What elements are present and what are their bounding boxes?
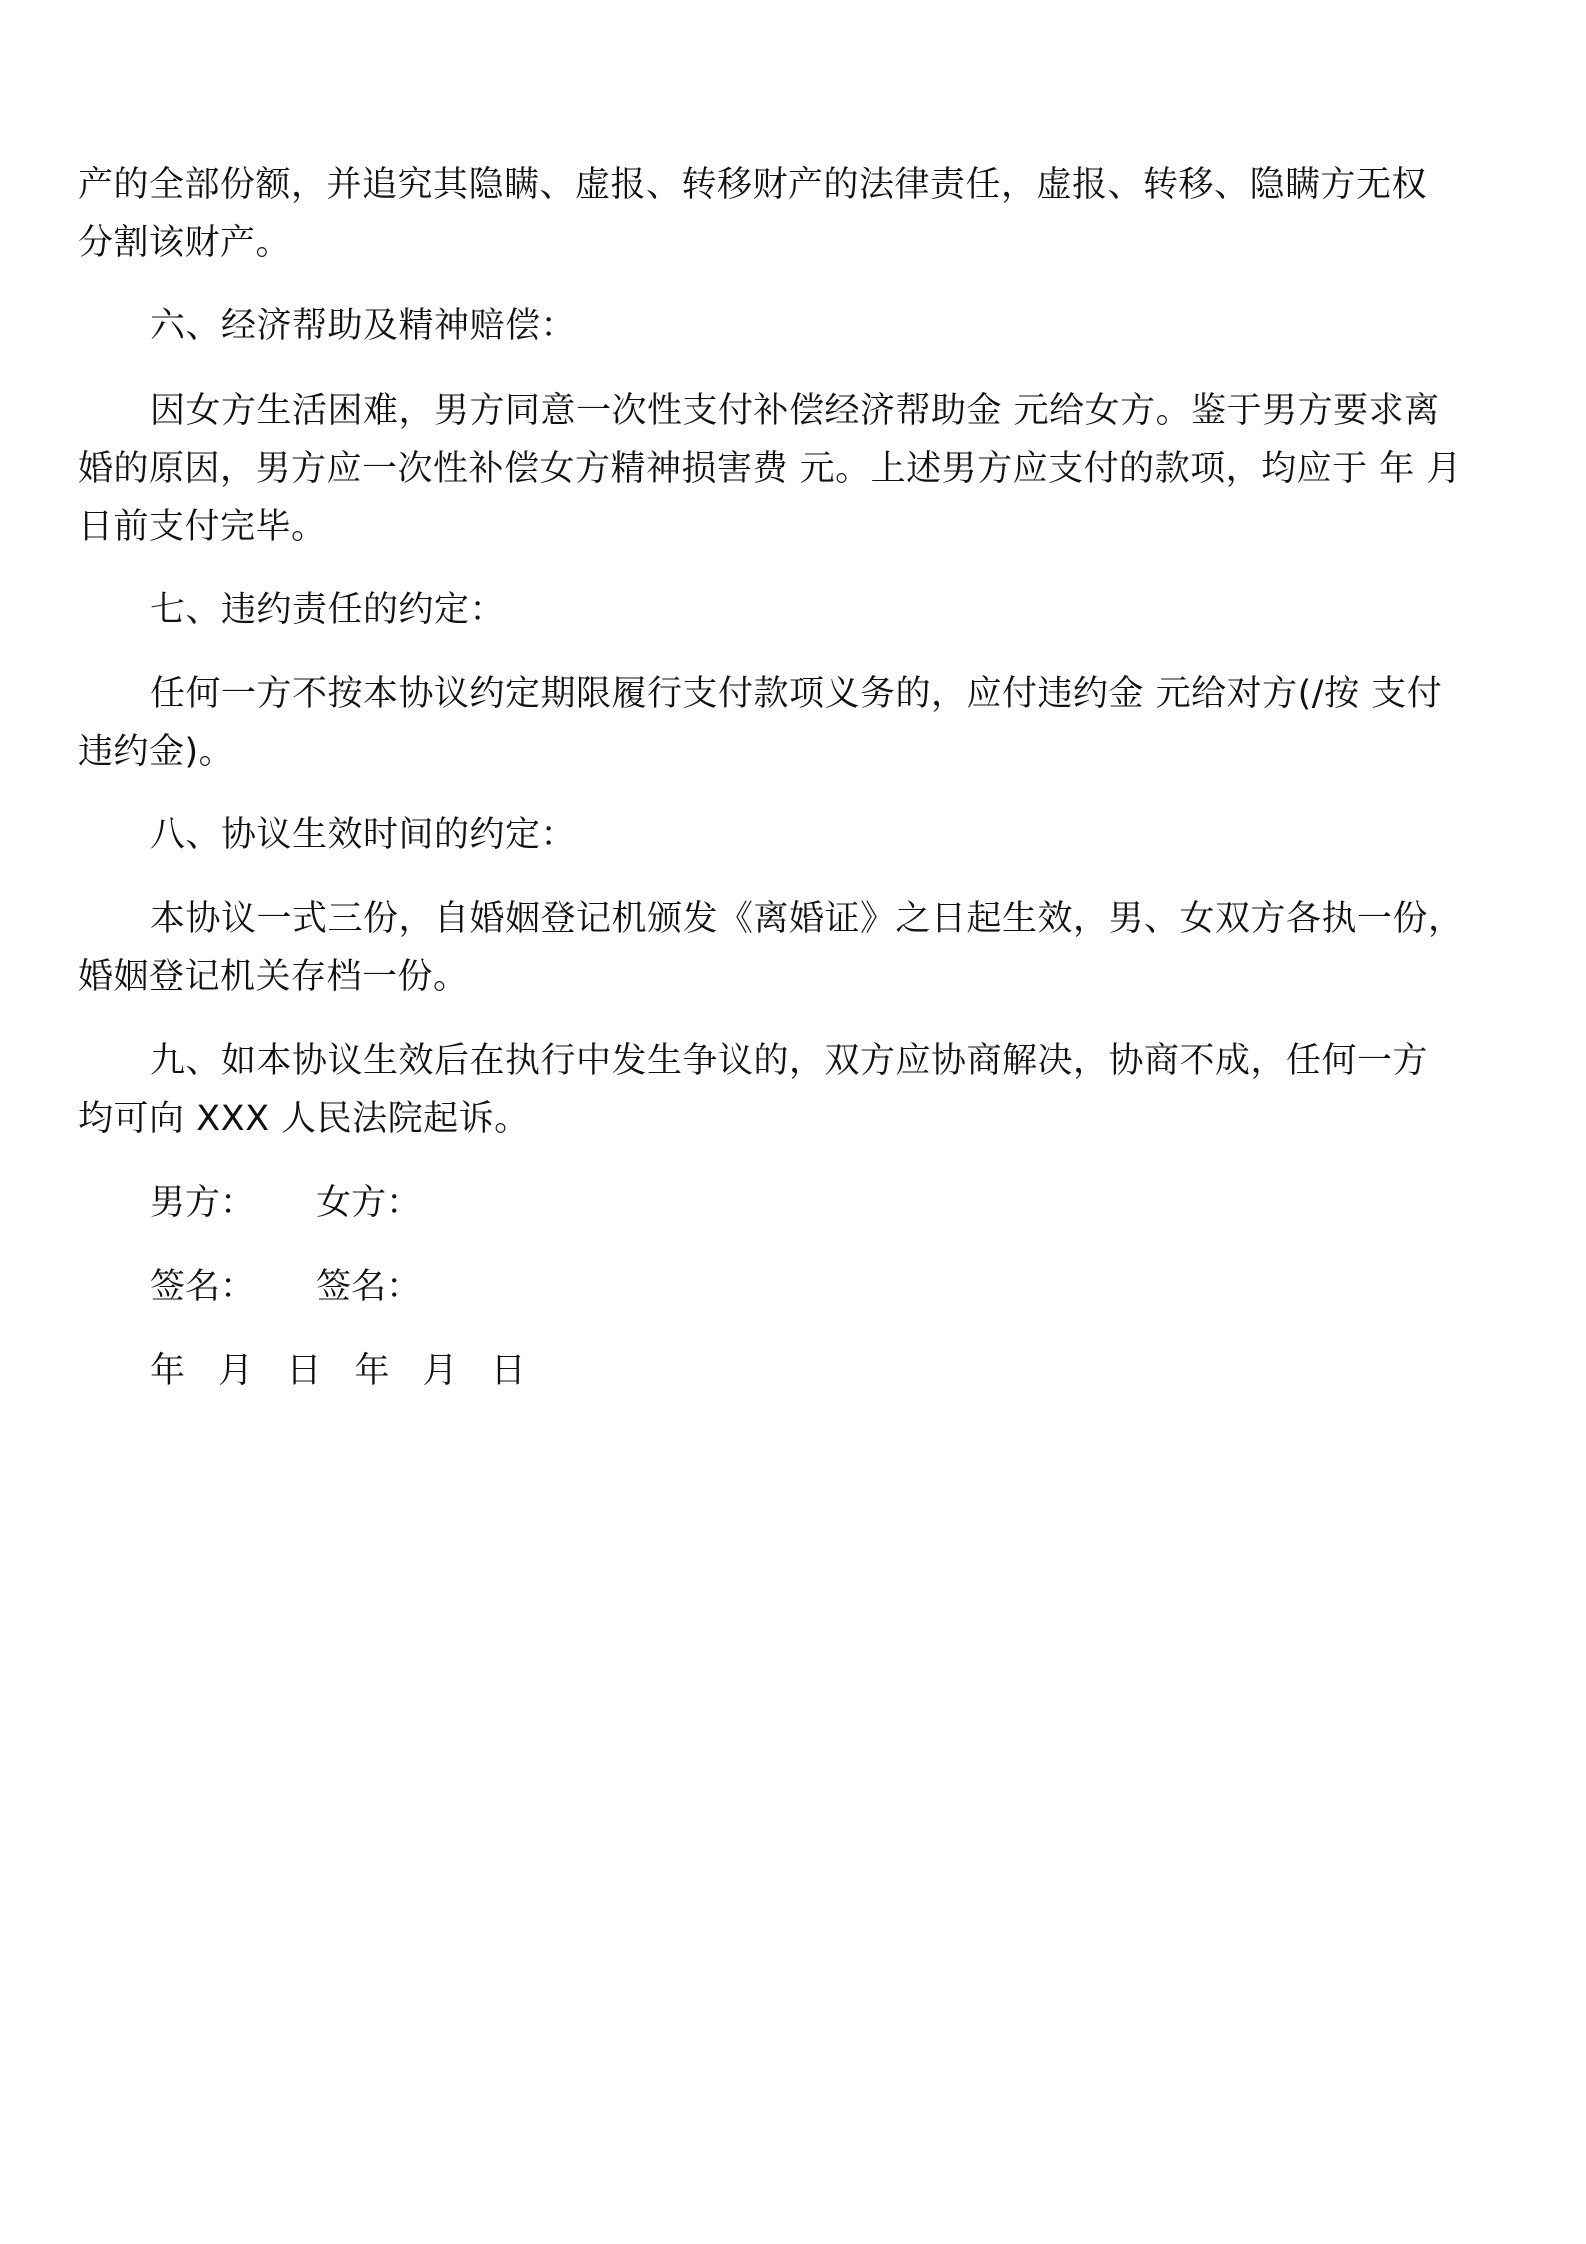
male-date-day: 日 xyxy=(286,1351,322,1391)
paragraph-line: 均可向 XXX 人民法院起诉。 xyxy=(78,1099,530,1139)
paragraph-line: 九、如本协议生效后在执行中发生争议的，双方应协商解决，协商不成，任何一方 xyxy=(150,1041,1429,1081)
paragraph-line: 任何一方不按本协议约定期限履行支付款项义务的，应付违约金 元给对方(/按 支付 xyxy=(150,674,1443,714)
paragraph-line: 婚姻登记机关存档一份。 xyxy=(78,957,469,997)
paragraph-line: 违约金)。 xyxy=(78,732,235,772)
paragraph-line: 因女方生活困难，男方同意一次性支付补偿经济帮助金 元给女方。鉴于男方要求离 xyxy=(150,391,1440,431)
paragraph-line: 婚的原因，男方应一次性补偿女方精神损害费 元。上述男方应支付的款项，均应于 年 月 xyxy=(78,449,1462,489)
party-labels-row xyxy=(150,1180,421,1226)
female-date-day: 日 xyxy=(490,1351,526,1391)
paragraph-line: 日前支付完毕。 xyxy=(78,507,327,547)
section-heading: 七、违约责任的约定： xyxy=(150,590,506,630)
female-date-year: 年 xyxy=(354,1351,390,1391)
section-heading: 六、经济帮助及精神赔偿： xyxy=(150,306,577,346)
signature-labels-row xyxy=(150,1264,421,1310)
date-row xyxy=(150,1348,548,1394)
section-heading: 八、协议生效时间的约定： xyxy=(150,815,577,855)
female-party-label: 女方： xyxy=(316,1183,422,1223)
male-party-label: 男方： xyxy=(150,1183,256,1223)
paragraph-line: 产的全部份额，并追究其隐瞒、虚报、转移财产的法律责任，虚报、转移、隐瞒方无权 xyxy=(78,165,1428,205)
male-date-month: 月 xyxy=(218,1351,254,1391)
paragraph-line: 分割该财产。 xyxy=(78,223,292,263)
paragraph-line: 本协议一式三份，自婚姻登记机颁发《离婚证》之日起生效，男、女双方各执一份， xyxy=(150,899,1464,939)
female-date-month: 月 xyxy=(422,1351,458,1391)
male-date-year: 年 xyxy=(150,1351,186,1391)
female-signature-label: 签名： xyxy=(316,1267,422,1307)
male-signature-label: 签名： xyxy=(150,1267,256,1307)
